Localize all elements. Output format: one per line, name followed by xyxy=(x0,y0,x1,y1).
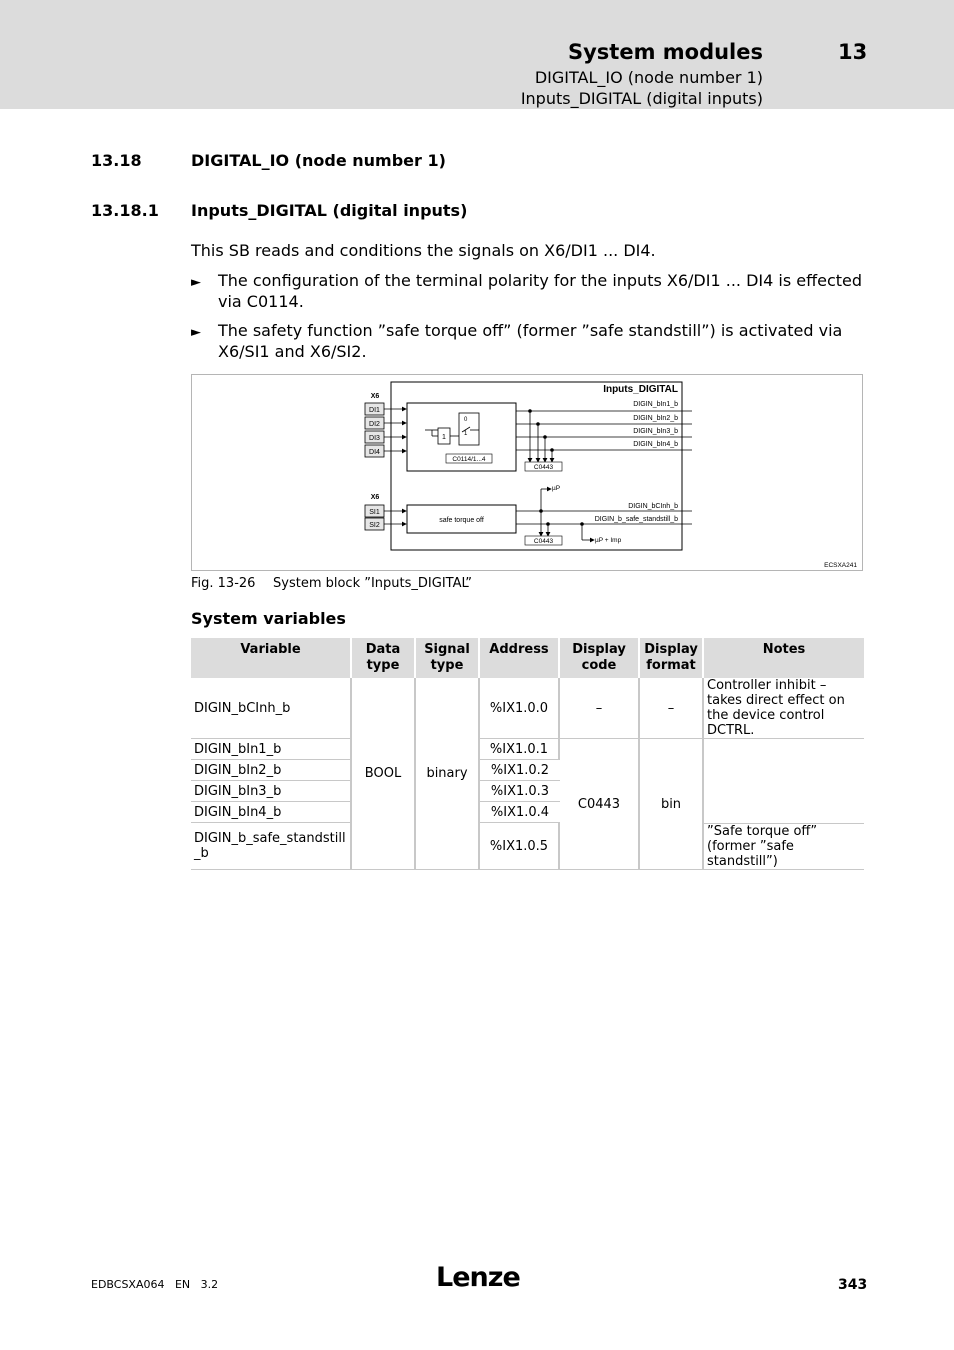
terminal-di3 xyxy=(365,431,384,443)
cell-display-code: – xyxy=(560,678,640,739)
cell-variable: DIGIN_bIn2_b xyxy=(191,760,352,781)
header-band xyxy=(0,0,954,109)
terminal-di4 xyxy=(365,445,384,457)
cell-address: %IX1.0.5 xyxy=(480,823,560,870)
col-header-signal-type: Signal type xyxy=(416,638,480,678)
figure-number: Fig. 13-26 xyxy=(191,576,256,591)
cell-address: %IX1.0.4 xyxy=(480,802,560,823)
terminal-di2 xyxy=(365,417,384,429)
output-label-cinh: DIGIN_bCInh_b xyxy=(628,503,678,510)
section-title-13-18: DIGITAL_IO (node number 1) xyxy=(191,151,446,170)
cell-display-format: – xyxy=(640,678,704,739)
output-label-bin1: DIGIN_bIn1_b xyxy=(633,401,678,408)
up-imp-label: µP + Imp xyxy=(595,537,622,544)
page-number: 343 xyxy=(838,1277,868,1293)
display-code-top: C0443 xyxy=(533,464,554,471)
figure-caption-text: System block ”Inputs_DIGITAL” xyxy=(273,576,473,591)
document-id: EDBCSXA064 EN 3.2 xyxy=(91,1278,219,1291)
display-code-bottom: C0443 xyxy=(533,538,554,545)
di-input-lines xyxy=(384,409,406,451)
svg-text:DI4: DI4 xyxy=(369,449,380,456)
switch-pos-0: 0 xyxy=(464,417,468,423)
terminal-si2 xyxy=(365,518,384,530)
terminal-di1 xyxy=(365,403,384,415)
system-block-diagram xyxy=(192,375,862,570)
svg-text:SI2: SI2 xyxy=(369,522,380,529)
svg-text:DI2: DI2 xyxy=(369,421,380,428)
output-label-bin2: DIGIN_bIn2_b xyxy=(633,415,678,422)
cell-address: %IX1.0.1 xyxy=(480,739,560,760)
bullet-text: The configuration of the terminal polarity for the inputs X6/DI1 ... DI4 is effected via C0114. xyxy=(218,271,863,311)
x6-label-top: X6 xyxy=(370,393,380,400)
section-number-13-18-1: 13.18.1 xyxy=(91,201,159,220)
output-label-safe-standstill: DIGIN_b_safe_standstill_b xyxy=(594,516,678,523)
intro-text: This SB reads and conditions the signals on X6/DI1 ... DI4. xyxy=(191,241,656,260)
output-label-bin4: DIGIN_bIn4_b xyxy=(633,441,678,448)
safe-torque-off-label: safe torque off xyxy=(439,517,484,524)
block-title: Inputs_DIGITAL xyxy=(603,384,678,395)
chapter-number: 13 xyxy=(838,40,868,64)
junction-dots xyxy=(528,409,554,452)
cell-variable: DIGIN_bCInh_b xyxy=(191,678,352,739)
inverter-label: 1 xyxy=(442,434,446,441)
cell-variable: DIGIN_b_safe_standstill _b xyxy=(191,823,352,870)
cell-address: %IX1.0.3 xyxy=(480,781,560,802)
header-subtitle-1: DIGITAL_IO (node number 1) xyxy=(534,68,763,87)
si-input-lines xyxy=(384,511,406,524)
cell-variable: DIGIN_bIn1_b xyxy=(191,739,352,760)
polarity-code-label: C0114/1...4 xyxy=(452,456,486,463)
figure-caption xyxy=(191,576,472,591)
cell-display-format: bin xyxy=(640,739,704,870)
cell-notes: ”Safe torque off” (former ”safe standstill”) xyxy=(704,823,864,870)
svg-text:DI3: DI3 xyxy=(369,435,380,442)
lenze-logo: Lenze xyxy=(436,1262,520,1293)
cell-notes: Controller inhibit – takes direct effect on the device control DCTRL. xyxy=(704,678,864,739)
safety-junction-dots xyxy=(539,509,584,526)
system-variables-heading: System variables xyxy=(191,609,346,628)
bullet-arrow-icon: ► xyxy=(191,275,201,290)
safety-output-lines xyxy=(516,489,692,540)
x6-label-bottom: X6 xyxy=(370,494,380,501)
col-header-display-format: Display format xyxy=(640,638,704,678)
col-header-display-code: Display code xyxy=(560,638,640,678)
svg-text:SI1: SI1 xyxy=(369,509,380,516)
cell-data-type: BOOL xyxy=(352,678,416,870)
table-row xyxy=(191,823,864,870)
output-label-bin3: DIGIN_bIn3_b xyxy=(633,428,678,435)
cell-signal-type: binary xyxy=(416,678,480,870)
col-header-data-type: Data type xyxy=(352,638,416,678)
table-row xyxy=(191,678,864,739)
polarity-switch xyxy=(459,413,479,445)
header-subtitle-2: Inputs_DIGITAL (digital inputs) xyxy=(520,89,763,108)
terminal-si1 xyxy=(365,505,384,517)
col-header-notes: Notes xyxy=(704,638,864,678)
system-variables-table xyxy=(191,638,864,870)
figure-reference: ECSXA241 xyxy=(824,562,857,569)
bullet-text: The safety function ”safe torque off” (former ”safe standstill”) is activated via X6/SI1 and X6/SI2. xyxy=(218,321,843,361)
col-header-address: Address xyxy=(480,638,560,678)
up-label: µP xyxy=(552,485,561,492)
bullet-arrow-icon: ► xyxy=(191,325,201,340)
col-header-variable: Variable xyxy=(191,638,352,678)
header-title: System modules xyxy=(567,40,763,64)
cell-address: %IX1.0.0 xyxy=(480,678,560,739)
cell-address: %IX1.0.2 xyxy=(480,760,560,781)
section-title-13-18-1: Inputs_DIGITAL (digital inputs) xyxy=(191,201,468,220)
cell-notes-empty xyxy=(704,739,864,823)
cell-variable: DIGIN_bIn3_b xyxy=(191,781,352,802)
cell-variable: DIGIN_bIn4_b xyxy=(191,802,352,823)
table-header-row xyxy=(191,638,864,678)
section-number-13-18: 13.18 xyxy=(91,151,142,170)
svg-text:DI1: DI1 xyxy=(369,407,380,414)
figure-frame xyxy=(191,374,863,571)
cell-display-code: C0443 xyxy=(560,739,640,870)
table-row xyxy=(191,739,864,760)
switch-pos-1: 1 xyxy=(464,431,468,437)
